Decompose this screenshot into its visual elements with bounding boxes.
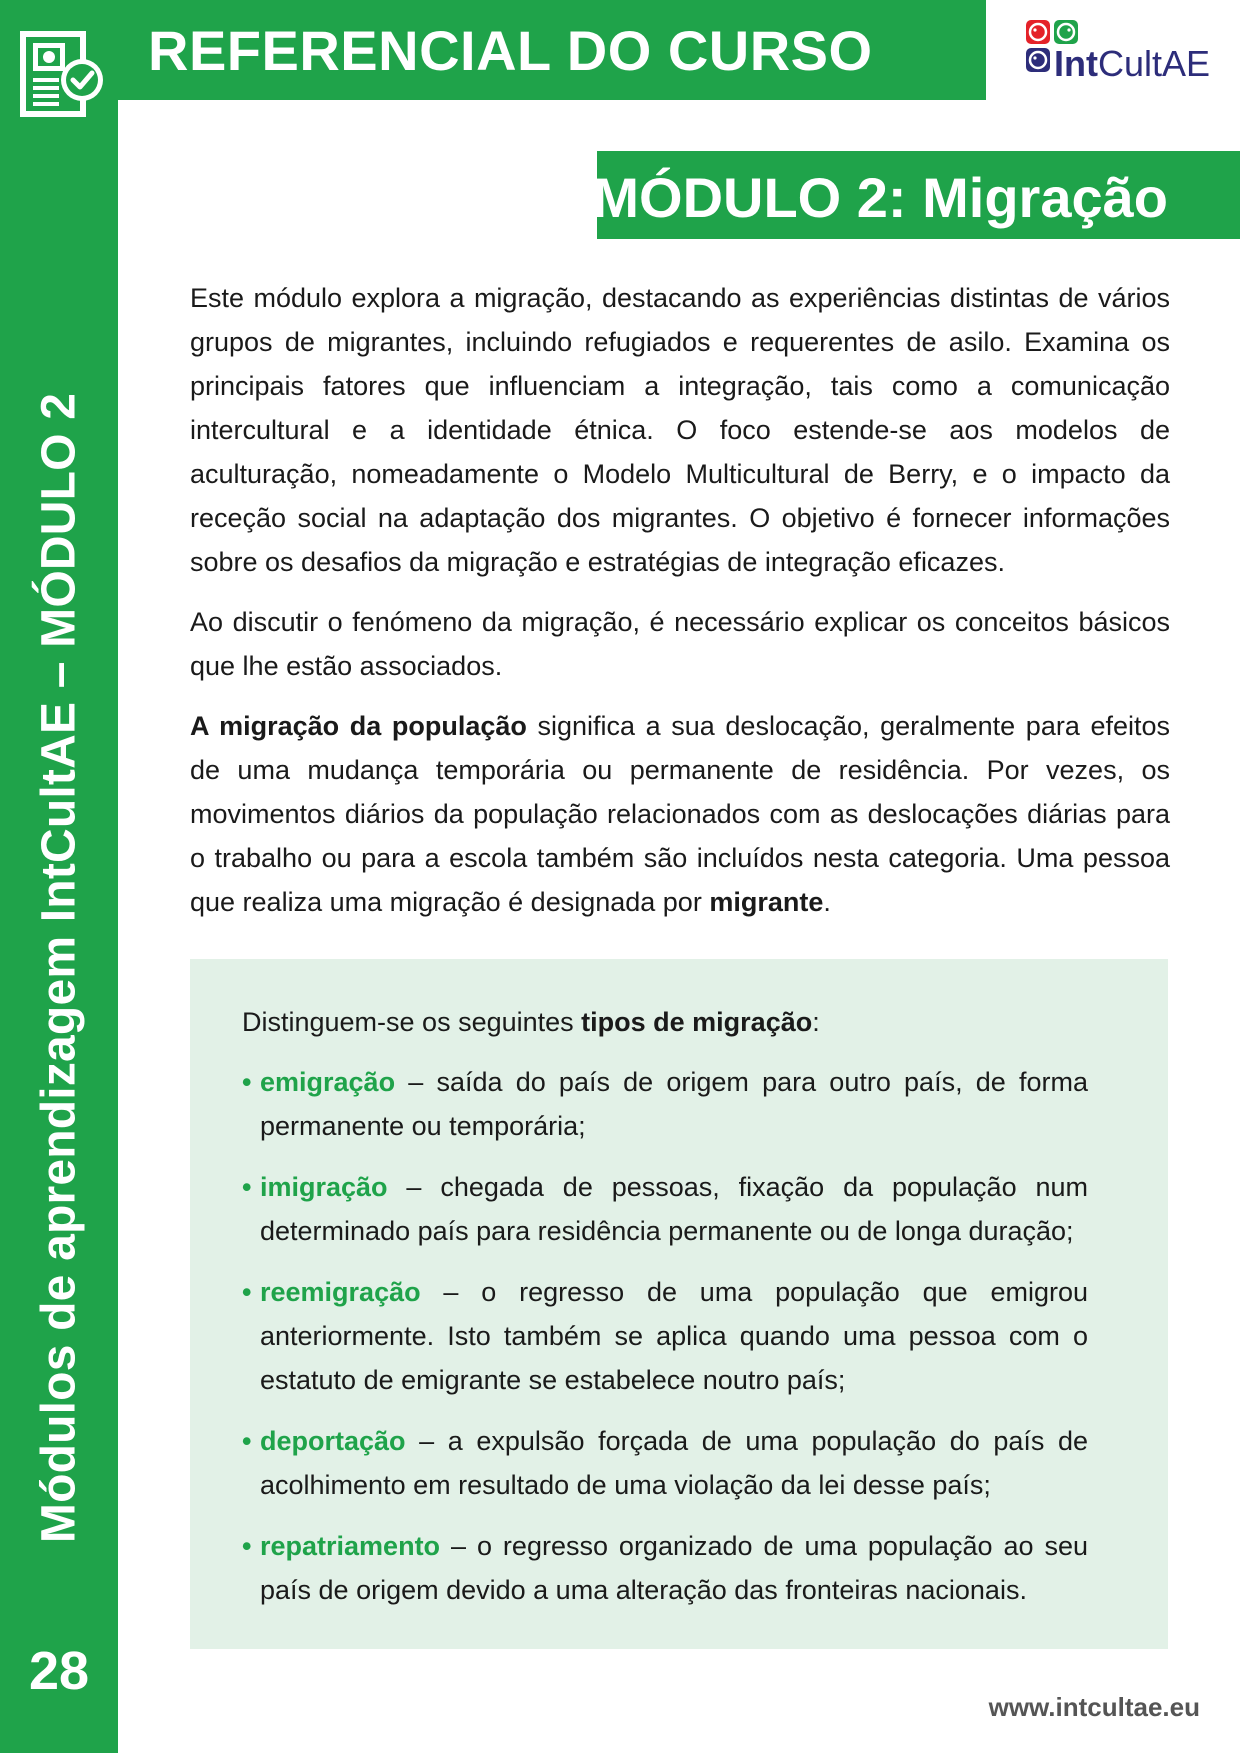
migration-types-box bbox=[190, 959, 1168, 1649]
sidebar bbox=[0, 0, 118, 1753]
term-imigracao: imigração bbox=[260, 1172, 388, 1202]
bullet-icon: • bbox=[242, 1531, 252, 1561]
intro-paragraph-3: A migração da população significa a sua deslocação, geralmente para efeitos de uma mudança temporária ou permanente de residência. Por vezes, os movimentos diários da população relacionados com as deslocações diárias para o trabalho ou para a escola também são incluídos nesta categoria. Uma pessoa que realiza uma migração é designada por migrante. bbox=[190, 711, 1170, 917]
intro-paragraph-2: Ao discutir o fenómeno da migração, é necessário explicar os conceitos básicos que lhe estão associados. bbox=[190, 607, 1170, 681]
document-checkmark-icon bbox=[20, 28, 104, 128]
bullet-icon: • bbox=[242, 1277, 252, 1307]
list-item: • reemigração – o regresso de uma população que emigrou anteriormente. Isto também se aplica quando uma pessoa com o estatuto de emigrante se estabelece noutro país; bbox=[242, 1270, 1088, 1402]
box-intro: Distinguem-se os seguintes tipos de migração: bbox=[242, 1007, 820, 1037]
term-reemigracao: reemigração bbox=[260, 1277, 421, 1307]
list-item: • imigração – chegada de pessoas, fixação da população num determinado país para residência permanente ou de longa duração; bbox=[242, 1165, 1088, 1253]
term-deportacao: deportação bbox=[260, 1426, 406, 1456]
logo-text: IntCultAE bbox=[1054, 43, 1211, 84]
term-repatriamento: repatriamento bbox=[260, 1531, 441, 1561]
list-item: • emigração – saída do país de origem para outro país, de forma permanente ou temporária; bbox=[242, 1060, 1088, 1148]
footer-website-link[interactable]: www.intcultae.eu bbox=[988, 1692, 1200, 1722]
bullet-icon: • bbox=[242, 1426, 252, 1456]
intro-paragraph-1: Este módulo explora a migração, destacando as experiências distintas de vários grupos de migrantes, incluindo refugiados e requerentes de asilo. Examina os principais fatores que influenciam a integração, tais como a comunicação intercultural e a identidade étnica. O foco estende-se aos modelos de aculturação, nomeadamente o Modelo Multicultural de Berry, e o impacto da receção social na adaptação dos migrantes. O objetivo é fornecer informações sobre os desafios da migração e estratégias de integração eficazes. bbox=[190, 283, 1170, 577]
page-number: 28 bbox=[28, 1641, 90, 1701]
bullet-icon: • bbox=[242, 1172, 252, 1202]
list-item: • repatriamento – o regresso organizado de uma população ao seu país de origem devido a uma alteração das fronteiras nacionais. bbox=[242, 1524, 1088, 1612]
migration-types-list bbox=[242, 1060, 1088, 1612]
term-emigracao: emigração bbox=[260, 1067, 396, 1097]
header-title: REFERENCIAL DO CURSO bbox=[148, 19, 873, 82]
list-item: • deportação – a expulsão forçada de uma população do país de acolhimento em resultado de uma violação da lei desse país; bbox=[242, 1419, 1088, 1507]
bullet-icon: • bbox=[242, 1067, 252, 1097]
module-title: MÓDULO 2: Migração bbox=[592, 166, 1168, 229]
main-content bbox=[190, 276, 1170, 940]
module-title-band bbox=[592, 151, 1240, 239]
sidebar-vertical-title: Módulos de aprendizagem IntCultAE – MÓDULO 2 bbox=[32, 392, 86, 1544]
